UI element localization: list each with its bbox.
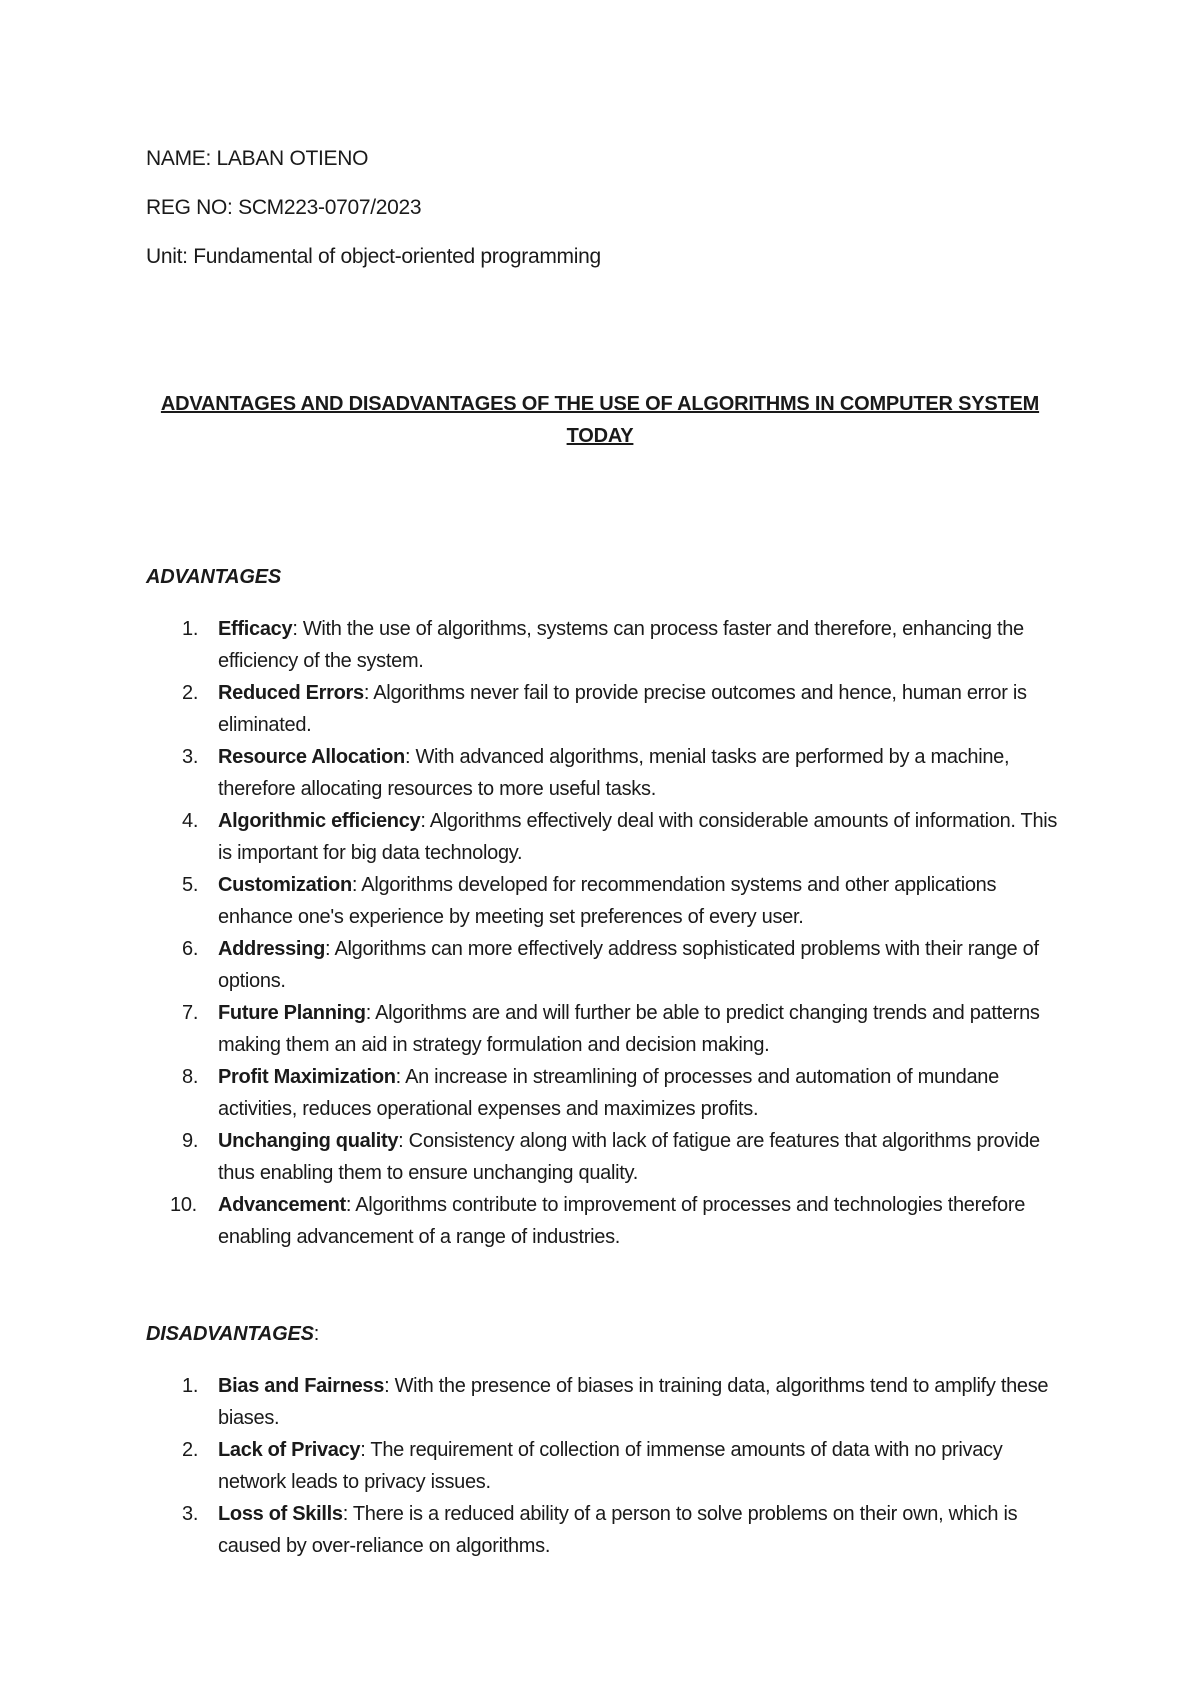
item-number: 3.: [182, 746, 199, 768]
list-item: [146, 1061, 1066, 1125]
item-term: Bias and Fairness: [218, 1375, 385, 1397]
list-item: [146, 741, 1066, 805]
list-item: [146, 1434, 1066, 1498]
item-number: 7.: [182, 1002, 199, 1024]
item-text: : Algorithms can more effectively address sophisticated problems with their range of options.: [218, 938, 1039, 992]
item-text: : Algorithms are and will further be able to predict changing trends and patterns making them an aid in strategy formulation and decision making.: [218, 1002, 1040, 1056]
item-text: : Consistency along with lack of fatigue are features that algorithms provide thus enabling them to ensure unchanging quality.: [218, 1130, 1040, 1184]
list-item: [146, 997, 1066, 1061]
student-name: NAME: LABAN OTIENO: [146, 147, 369, 170]
item-term: Profit Maximization: [218, 1066, 396, 1088]
item-number: 5.: [182, 874, 199, 896]
item-text: : With the presence of biases in training data, algorithms tend to amplify these biases.: [218, 1375, 1049, 1429]
item-term: Reduced Errors: [218, 682, 364, 704]
item-number: 9.: [182, 1130, 199, 1152]
item-term: Future Planning: [218, 1002, 366, 1024]
item-text: : Algorithms developed for recommendation systems and other applications enhance one's experience by meeting set preferences of every user.: [218, 874, 997, 928]
item-term: Lack of Privacy: [218, 1439, 361, 1461]
item-text: : Algorithms effectively deal with considerable amounts of information. This is important for big data technology.: [218, 810, 1058, 864]
list-item: [146, 1189, 1066, 1253]
item-text: : With advanced algorithms, menial tasks are performed by a machine, therefore allocating resources to more useful tasks.: [218, 746, 1010, 800]
item-number: 2.: [182, 1439, 199, 1461]
advantages-heading: [146, 566, 281, 589]
disadvantages-heading-colon: :: [313, 1323, 320, 1345]
item-text: : The requirement of collection of immense amounts of data with no privacy network leads to privacy issues.: [218, 1439, 1003, 1493]
item-term: Advancement: [218, 1194, 346, 1216]
item-number: 6.: [182, 938, 199, 960]
item-number: 4.: [182, 810, 199, 832]
item-term: Unchanging quality: [218, 1130, 399, 1152]
item-text: : With the use of algorithms, systems can process faster and therefore, enhancing the efficiency of the system.: [218, 618, 1024, 672]
item-number: 2.: [182, 682, 199, 704]
list-item: [146, 1125, 1066, 1189]
advantages-heading-text: ADVANTAGES: [146, 566, 282, 588]
list-item: [146, 933, 1066, 997]
registration-number: REG NO: SCM223-0707/2023: [146, 196, 422, 219]
item-term: Algorithmic efficiency: [218, 810, 421, 832]
item-term: Resource Allocation: [218, 746, 405, 768]
list-item: [146, 677, 1066, 741]
disadvantages-list: [146, 1370, 1066, 1562]
item-term: Efficacy: [218, 618, 293, 640]
list-item: [146, 1370, 1066, 1434]
disadvantages-heading-text: DISADVANTAGES: [146, 1323, 314, 1345]
item-text: : Algorithms never fail to provide precise outcomes and hence, human error is eliminated.: [218, 682, 1027, 736]
advantages-list: [146, 613, 1066, 1253]
disadvantages-heading: [146, 1323, 319, 1346]
unit-name: Unit: Fundamental of object-oriented programming: [146, 245, 601, 268]
list-item: [146, 1498, 1066, 1562]
item-term: Addressing: [218, 938, 326, 960]
document-title: ADVANTAGES AND DISADVANTAGES OF THE USE OF ALGORITHMS IN COMPUTER SYSTEM TODAY: [160, 393, 1040, 447]
item-term: Loss of Skills: [218, 1503, 343, 1525]
item-number: 8.: [182, 1066, 199, 1088]
item-number: 1.: [182, 1375, 199, 1397]
item-term: Customization: [218, 874, 352, 896]
list-item: [146, 613, 1066, 677]
item-number: 3.: [182, 1503, 199, 1525]
list-item: [146, 805, 1066, 869]
item-text: : An increase in streamlining of processes and automation of mundane activities, reduces operational expenses and maximizes profits.: [218, 1066, 999, 1120]
item-text: : There is a reduced ability of a person to solve problems on their own, which is caused by over-reliance on algorithms.: [218, 1503, 1018, 1557]
list-item: [146, 869, 1066, 933]
item-text: : Algorithms contribute to improvement of processes and technologies therefore enabling advancement of a range of industries.: [218, 1194, 1026, 1248]
item-number: 1.: [182, 618, 199, 640]
item-number: 10.: [170, 1194, 197, 1216]
